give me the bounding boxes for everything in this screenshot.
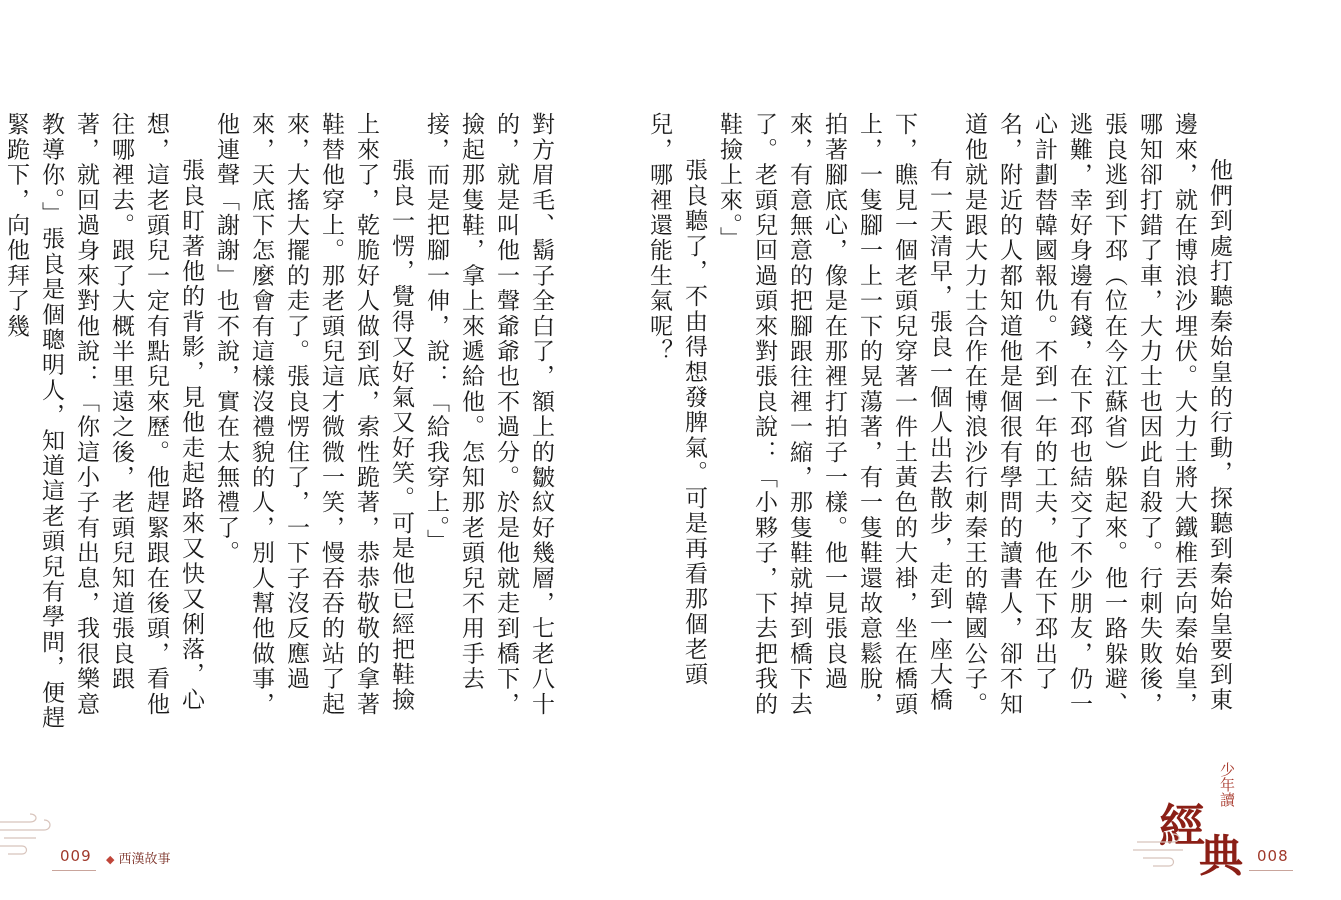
book-title-text: 西漢故事	[118, 852, 171, 867]
cloud-ornament-icon	[0, 812, 60, 862]
paragraph: 有一天清早，張良一個人出去散步，走到一座大橋下，瞧見一個老頭兒穿著一件土黃色的大褂，坐在橋頭上，一隻腳一上一下的晃蕩著，有一隻鞋還故意鬆脫，拍著腳底心，像是在那裡打拍子一樣。他一見張良過來，有意無意的把腳跟往裡一縮，那隻鞋就掉到橋下去了。老頭兒回過頭來對張良說：「小夥子，下去把我的鞋撿上來。」	[716, 112, 952, 717]
page-number-underline	[1249, 870, 1293, 871]
book-title	[106, 848, 170, 867]
diamond-icon: ◆	[106, 853, 115, 866]
paragraph: 張良盯著他的背影，見他走起路來又快又俐落，心想，這老頭兒一定有點兒來歷。他趕緊跟在後頭，看他往哪裡去。跟了大概半里遠之後，老頭兒知道張良跟著，就回過身來對他說：「你這小子有出息，我很樂意教導你。」張良是個聰明人，知道這老頭兒有學問，便趕緊跪下，向他拜了幾	[3, 112, 204, 731]
page-number: 009	[60, 847, 92, 865]
series-logo-char-1: 經	[1159, 799, 1205, 853]
paragraph: 對方眉毛、鬍子全白了，額上的皺紋好幾層，七老八十的，就是叫他一聲爺爺也不過分。於是他就走到橋下，撿起那隻鞋，拿上來遞給他。怎知那老頭兒不用手去接，而是把腳一伸，說：「給我穿上。」	[423, 112, 554, 717]
series-logo-char-2: 典	[1199, 831, 1243, 882]
paragraph: 他們到處打聽秦始皇的行動，探聽到秦始皇要到東邊來，就在博浪沙埋伏。大力士將大鐵椎丟向秦始皇，哪知卻打錯了車，大力士也因此自殺了。行刺失敗後，張良逃到下邳（位在今江蘇省）躲起來。他一路躲避、逃難，幸好身邊有錢，在下邳也結交了不少朋友，仍一心計劃替韓國報仇。不到一年的工夫，他在下邳出了名，附近的人都知道他是個很有學問的讀書人，卻不知道他就是跟大力士合作在博浪沙行刺秦王的韓國公子。	[961, 112, 1232, 717]
paragraph: 張良一愣，覺得又好氣又好笑。可是他已經把鞋撿上來了，乾脆好人做到底，索性跪著，恭恭敬敬的拿著鞋替他穿上。那老頭兒這才微微一笑，慢吞吞的站了起來，大搖大擺的走了。張良愣住了，一下子沒反應過來，天底下怎麼會有這樣沒禮貌的人，別人幫他做事，他連聲「謝謝」也不說，實在太無禮了。	[213, 112, 414, 717]
right-page-text	[646, 112, 1236, 732]
left-page-text	[3, 112, 558, 732]
page-number: 008	[1257, 847, 1289, 865]
left-page	[0, 0, 670, 900]
page-number-underline	[52, 870, 96, 871]
cloud-ornament-icon	[1133, 832, 1203, 872]
series-logo-small-text: 少年讀	[1218, 762, 1236, 807]
right-page	[646, 0, 1341, 900]
paragraph: 張良聽了，不由得想發脾氣。可是再看那個老頭兒，哪裡還能生氣呢？	[646, 112, 707, 688]
